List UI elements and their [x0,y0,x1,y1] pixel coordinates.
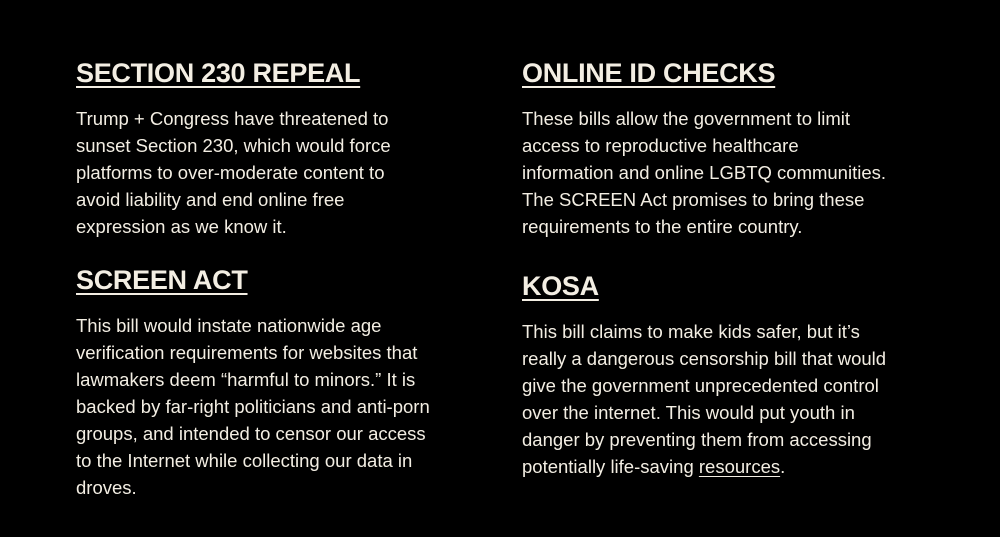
section-online-id-checks [522,57,947,240]
section-title: KOSA [522,271,599,301]
section-body [522,318,947,480]
section-kosa [522,270,947,480]
section-body: This bill would instate nationwide age verification requirements for websites that lawmakers deem “harmful to minors.” It is backed by far-right politicians and anti-porn groups, and intended to censor our access to the Internet while collecting our data in droves. [76,315,430,498]
section-title: SECTION 230 REPEAL [76,58,361,88]
resources-link[interactable]: resources [698,456,781,477]
section-230-repeal [76,57,501,240]
section-body-end: . [780,456,786,477]
section-body: These bills allow the government to limit access to reproductive healthcare information and online LGBTQ communities. The SCREEN Act promises to bring these requirements to the entire country. [522,108,887,237]
section-title: SCREEN ACT [76,265,248,295]
section-body-text: This bill claims to make kids safer, but it’s really a dangerous censorship bill that would give the government unprecedented control over the internet. This would put youth in danger by preventing them from accessing potentially life-saving [522,321,887,477]
section-screen-act [76,264,501,501]
section-body: Trump + Congress have threatened to sunset Section 230, which would force platforms to over-moderate content to avoid liability and end online free expression as we know it. [76,108,391,237]
section-title: ONLINE ID CHECKS [522,58,776,88]
